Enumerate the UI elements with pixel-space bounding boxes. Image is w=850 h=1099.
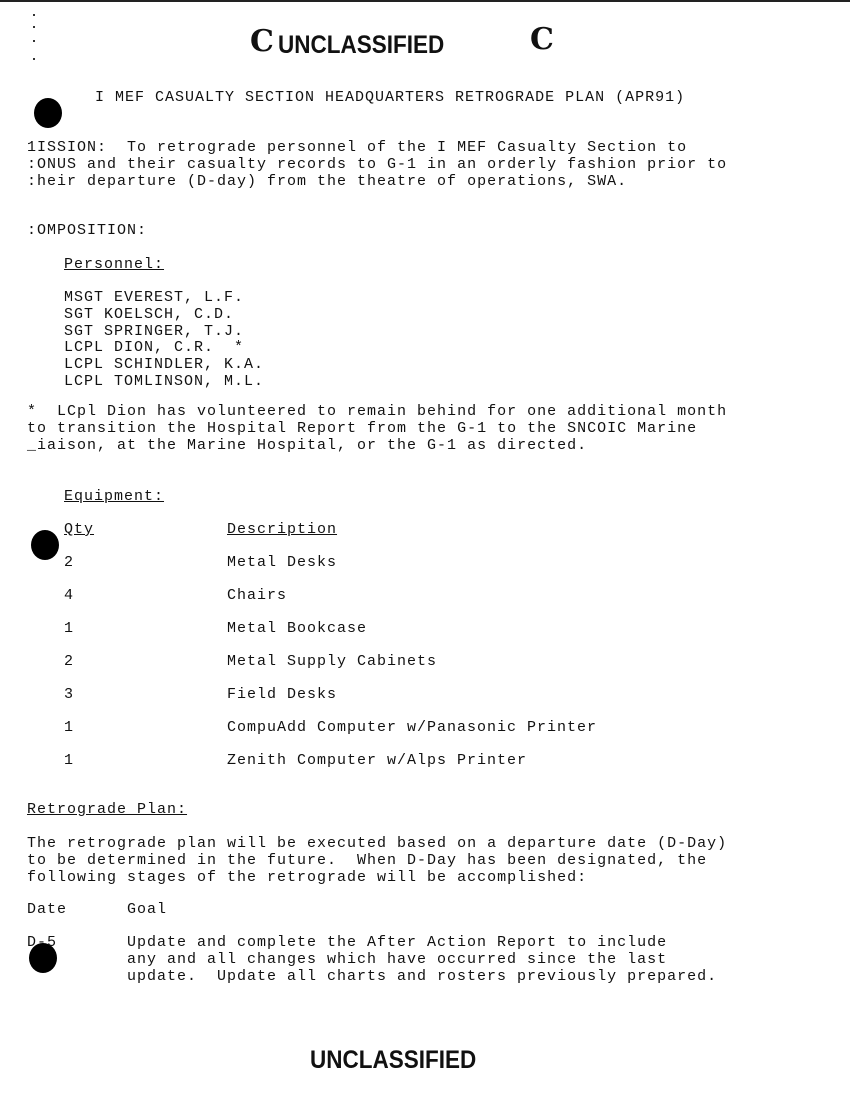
personnel-heading: Personnel: bbox=[64, 256, 165, 273]
equipment-desc: CompuAdd Computer w/Panasonic Printer bbox=[227, 719, 598, 736]
personnel-name: LCPL SCHINDLER, K.A. bbox=[64, 356, 265, 373]
description-header: Description bbox=[227, 521, 338, 538]
classification-mark-left: C bbox=[250, 24, 274, 59]
equipment-qty: 2 bbox=[64, 554, 75, 571]
equipment-qty: 1 bbox=[64, 752, 75, 769]
qty-header: Qty bbox=[64, 521, 95, 538]
stage-date: D-5 bbox=[27, 934, 58, 951]
equipment-qty: 3 bbox=[64, 686, 75, 703]
note-line: to transition the Hospital Report from the G-1 to the SNCOIC Marine bbox=[27, 420, 698, 437]
stage-goal-line: update. Update all charts and rosters previously prepared. bbox=[127, 968, 718, 985]
retrograde-para-line: The retrograde plan will be executed based on a departure date (D-Day) bbox=[27, 835, 728, 852]
retrograde-para-line: to be determined in the future. When D-Day has been designated, the bbox=[27, 852, 708, 869]
mission-line: :ONUS and their casualty records to G-1 in an orderly fashion prior to bbox=[27, 156, 728, 173]
scan-speck bbox=[33, 40, 35, 42]
equipment-qty: 1 bbox=[64, 620, 75, 637]
scan-speck bbox=[33, 14, 35, 16]
punch-hole bbox=[31, 530, 59, 560]
equipment-qty: 2 bbox=[64, 653, 75, 670]
punch-hole bbox=[34, 98, 62, 128]
equipment-desc: Zenith Computer w/Alps Printer bbox=[227, 752, 528, 769]
note-line: _iaison, at the Marine Hospital, or the G-1 as directed. bbox=[27, 437, 588, 454]
composition-heading: :OMPOSITION: bbox=[27, 222, 148, 239]
equipment-heading: Equipment: bbox=[64, 488, 165, 505]
equipment-desc: Metal Supply Cabinets bbox=[227, 653, 438, 670]
equipment-qty: 1 bbox=[64, 719, 75, 736]
header-classification: UNCLASSIFIED bbox=[278, 31, 445, 59]
personnel-name: MSGT EVEREST, L.F. bbox=[64, 289, 245, 306]
note-line: * LCpl Dion has volunteered to remain behind for one additional month bbox=[27, 403, 728, 420]
classification-mark-right: C bbox=[530, 22, 554, 57]
personnel-name: LCPL TOMLINSON, M.L. bbox=[64, 373, 265, 390]
stage-goal-line: Update and complete the After Action Report to include bbox=[127, 934, 668, 951]
mission-line: 1ISSION: To retrograde personnel of the I MEF Casualty Section to bbox=[27, 139, 688, 156]
footer-classification: UNCLASSIFIED bbox=[310, 1046, 477, 1074]
goal-header: Goal bbox=[127, 901, 168, 918]
personnel-name: SGT KOELSCH, C.D. bbox=[64, 306, 235, 323]
equipment-desc: Metal Bookcase bbox=[227, 620, 368, 637]
personnel-name: LCPL DION, C.R. * bbox=[64, 339, 245, 356]
page-edge bbox=[0, 0, 850, 2]
retrograde-heading: Retrograde Plan: bbox=[27, 801, 188, 818]
personnel-name: SGT SPRINGER, T.J. bbox=[64, 323, 245, 340]
equipment-desc: Chairs bbox=[227, 587, 288, 604]
scan-speck bbox=[33, 26, 35, 28]
equipment-qty: 4 bbox=[64, 587, 75, 604]
mission-line: :heir departure (D-day) from the theatre of operations, SWA. bbox=[27, 173, 628, 190]
equipment-desc: Metal Desks bbox=[227, 554, 338, 571]
date-header: Date bbox=[27, 901, 68, 918]
scan-speck bbox=[33, 58, 35, 60]
document-title: I MEF CASUALTY SECTION HEADQUARTERS RETROGRADE PLAN (APR91) bbox=[95, 89, 686, 106]
retrograde-para-line: following stages of the retrograde will be accomplished: bbox=[27, 869, 588, 886]
stage-goal-line: any and all changes which have occurred since the last bbox=[127, 951, 668, 968]
equipment-desc: Field Desks bbox=[227, 686, 338, 703]
